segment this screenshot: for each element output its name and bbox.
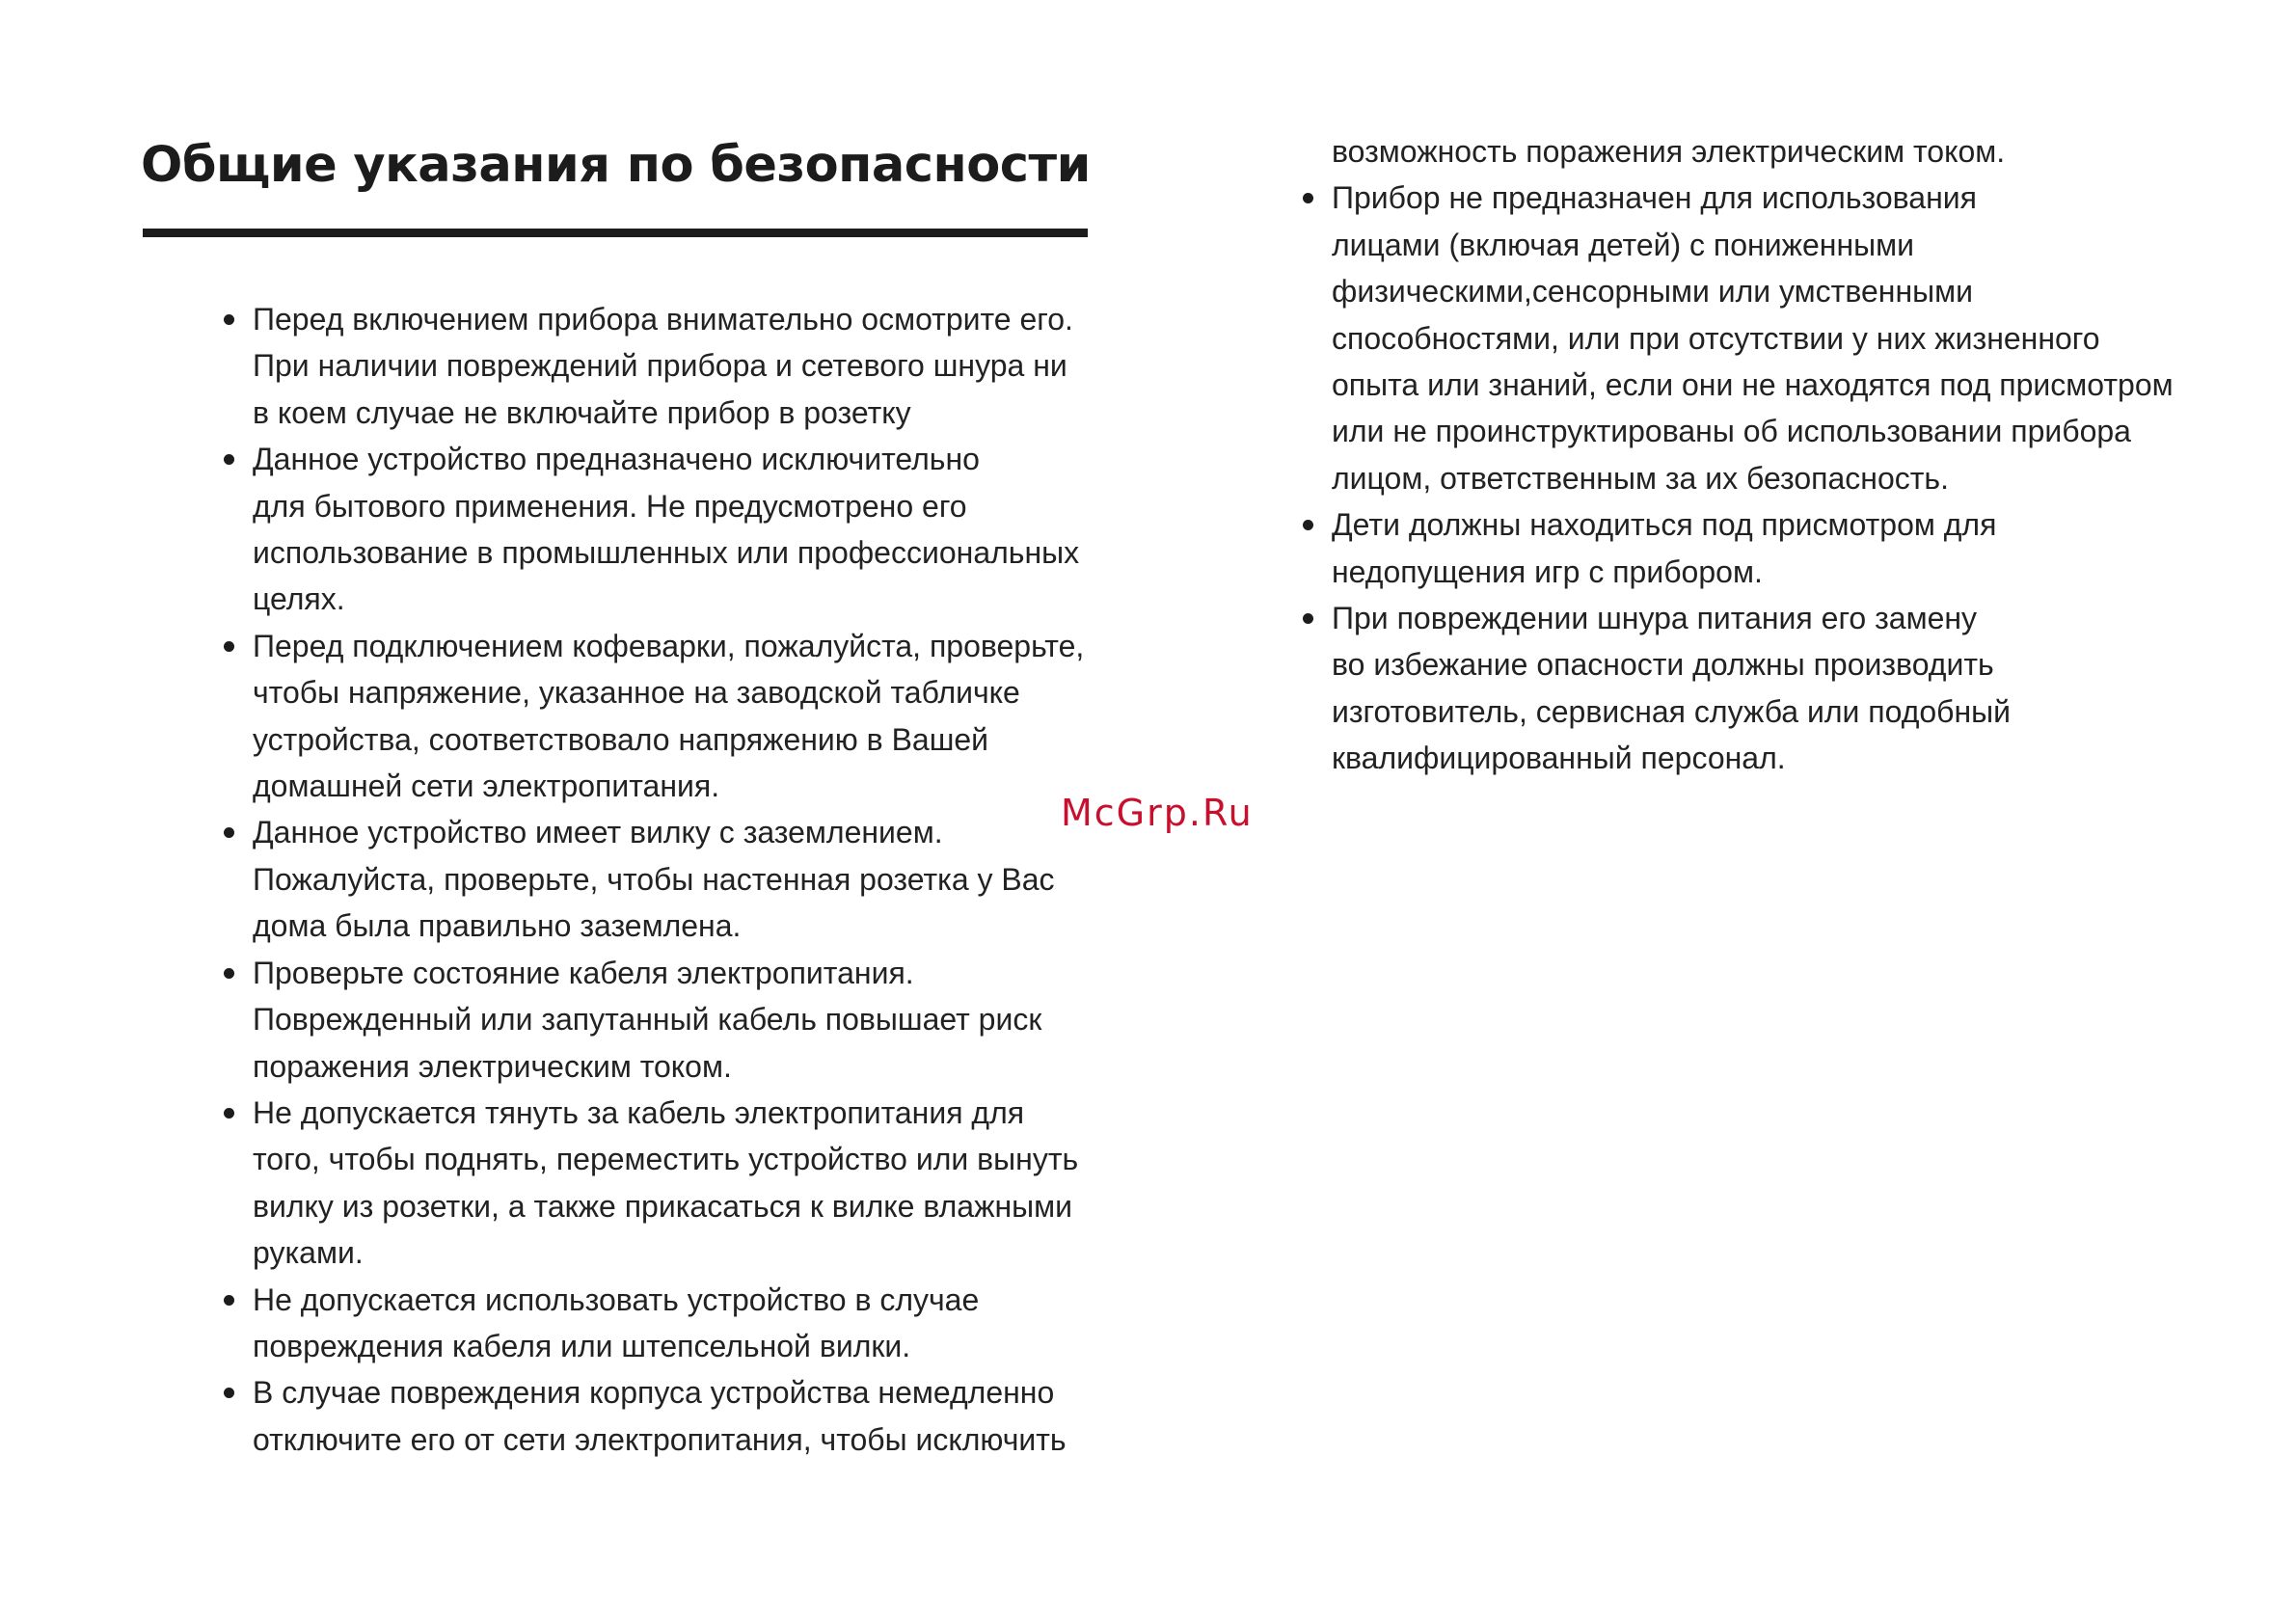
list-item: Данное устройство предназначено исключительно для бытового применения. Не предусмотрено его использование в промышленных или профессиональных целях. xyxy=(253,436,1101,623)
list-item: В случае повреждения корпуса устройства немедленно отключите его от сети электропитания, чтобы исключить xyxy=(253,1369,1101,1463)
list-item: Прибор не предназначен для использования лицами (включая детей) с пониженными физическими,сенсорными или умственными способностями, или при отсутствии у них жизненного опыта или знаний, если они не находятся под присмотром или не проинструктированы об использовании прибора лицом, ответственным за их безопасность. xyxy=(1332,175,2200,501)
list-item-continuation: возможность поражения электрическим током. xyxy=(1332,134,2006,169)
safety-list-left xyxy=(253,296,1101,1463)
list-item: Не допускается использовать устройство в случае повреждения кабеля или штепсельной вилки. xyxy=(253,1277,1101,1370)
title-underline xyxy=(143,229,1088,237)
list-item: Перед подключением кофеварки, пожалуйста, проверьте, чтобы напряжение, указанное на заводской табличке устройства, соответствовало напряжению в Вашей домашней сети электропитания. xyxy=(253,623,1101,810)
page-title: Общие указания по безопасности xyxy=(141,137,1091,194)
list-item: При повреждении шнура питания его замену во избежание опасности должны производить изготовитель, сервисная служба или подобный квалифицированный персонал. xyxy=(1332,595,2200,782)
list-item: Данное устройство имеет вилку с заземлением. Пожалуйста, проверьте, чтобы настенная розетка у Вас дома была правильно заземлена. xyxy=(253,809,1101,949)
list-item: Не допускается тянуть за кабель электропитания для того, чтобы поднять, переместить устройство или вынуть вилку из розетки, а также прикасаться к вилке влажными руками. xyxy=(253,1090,1101,1277)
safety-list-right xyxy=(1332,128,2200,782)
list-item: Проверьте состояние кабеля электропитания. Поврежденный или запутанный кабель повышает риск поражения электрическим током. xyxy=(253,950,1101,1090)
watermark: McGrp.Ru xyxy=(1061,792,1254,834)
list-item: Дети должны находиться под присмотром для недопущения игр с прибором. xyxy=(1332,501,2200,595)
list-item: Перед включением прибора внимательно осмотрите его. При наличии повреждений прибора и сетевого шнура ни в коем случае не включайте прибор в розетку xyxy=(253,296,1101,436)
